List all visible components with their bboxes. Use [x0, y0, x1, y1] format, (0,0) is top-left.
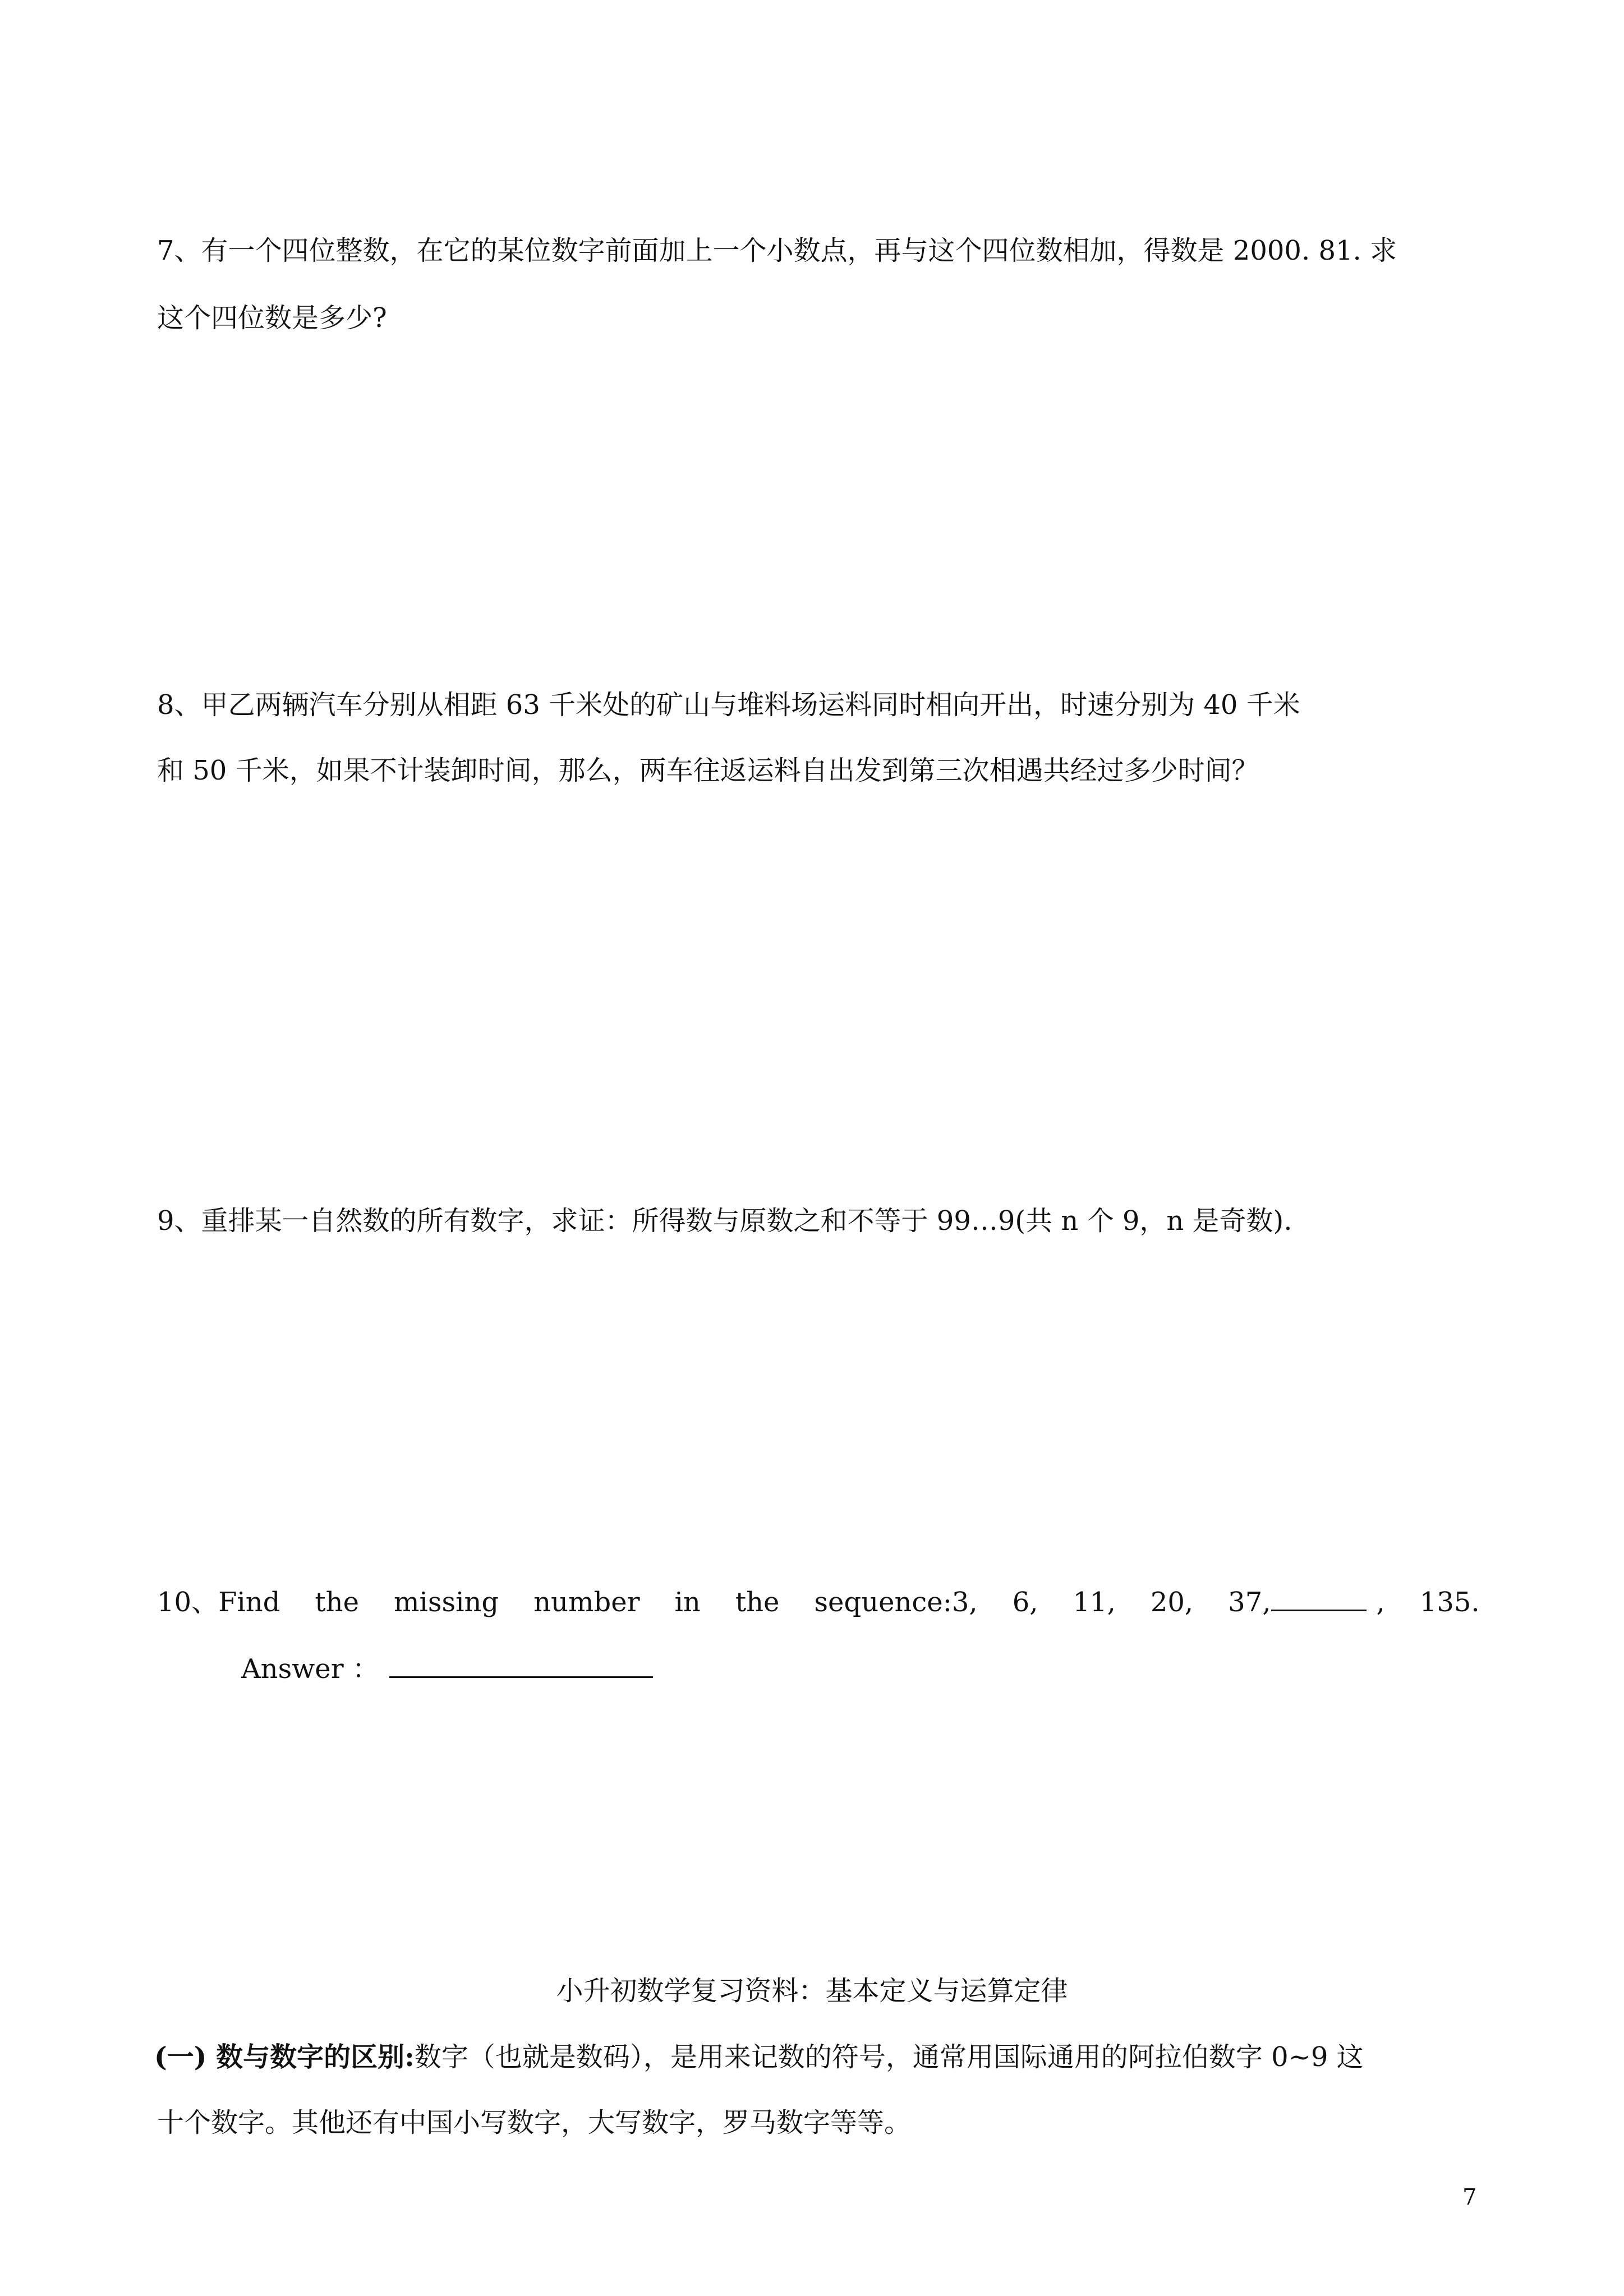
sequence-answer-blank[interactable]	[1271, 1587, 1367, 1611]
q10-word: 20,	[1150, 1587, 1194, 1618]
definition-1-title: (一) 数与数字的区别:	[154, 2041, 415, 2073]
q10-word: 37,	[1228, 1587, 1271, 1618]
question-8-line-2: 和 50 千米，如果不计装卸时间，那么，两车往返运料自出发到第三次相遇共经过多少时间？	[157, 755, 1259, 786]
q10-word: the	[315, 1587, 359, 1618]
q10-comma: ,	[1376, 1587, 1385, 1618]
definition-1-line-1	[154, 2040, 1489, 2074]
q10-word: sequence:3,	[814, 1587, 978, 1618]
q10-word: the	[735, 1587, 780, 1618]
question-10	[157, 1585, 1492, 1619]
q10-word: number	[533, 1587, 640, 1618]
answer-label: Answer ：	[241, 1653, 379, 1685]
question-9: 9、重排某一自然数的所有数字，求证：所得数与原数之和不等于 99…9(共 n 个 9，n 是奇数).	[157, 1205, 1292, 1237]
q10-word: 6,	[1012, 1587, 1038, 1618]
question-8-line-1: 8、甲乙两辆汽车分别从相距 63 千米处的矿山与堆料场运料同时相向开出，时速分别为 40 千米	[157, 689, 1300, 721]
question-10-number: 10、	[157, 1587, 219, 1618]
question-7-line-2: 这个四位数是多少?	[157, 302, 387, 334]
question-7-line-1: 7、有一个四位整数，在它的某位数字前面加上一个小数点，再与这个四位数相加，得数是 2000. 81. 求	[157, 235, 1397, 266]
page-number: 7	[1462, 2184, 1477, 2210]
definition-1-line-2: 十个数字。其他还有中国小写数字，大写数字，罗马数字等等。	[157, 2107, 912, 2138]
answer-blank[interactable]	[389, 1654, 653, 1678]
answer-line	[241, 1652, 1576, 1686]
q10-word: 11,	[1073, 1587, 1116, 1618]
q10-word: Find	[218, 1587, 280, 1618]
q10-word: missing	[394, 1587, 499, 1618]
definition-1-text: 数字（也就是数码），是用来记数的符号，通常用国际通用的阿拉伯数字 0~9 这	[414, 2041, 1364, 2073]
q10-word: in	[674, 1587, 701, 1618]
q10-last-number: 135.	[1419, 1587, 1480, 1618]
section-heading: 小升初数学复习资料：基本定义与运算定律	[556, 1975, 1068, 2007]
